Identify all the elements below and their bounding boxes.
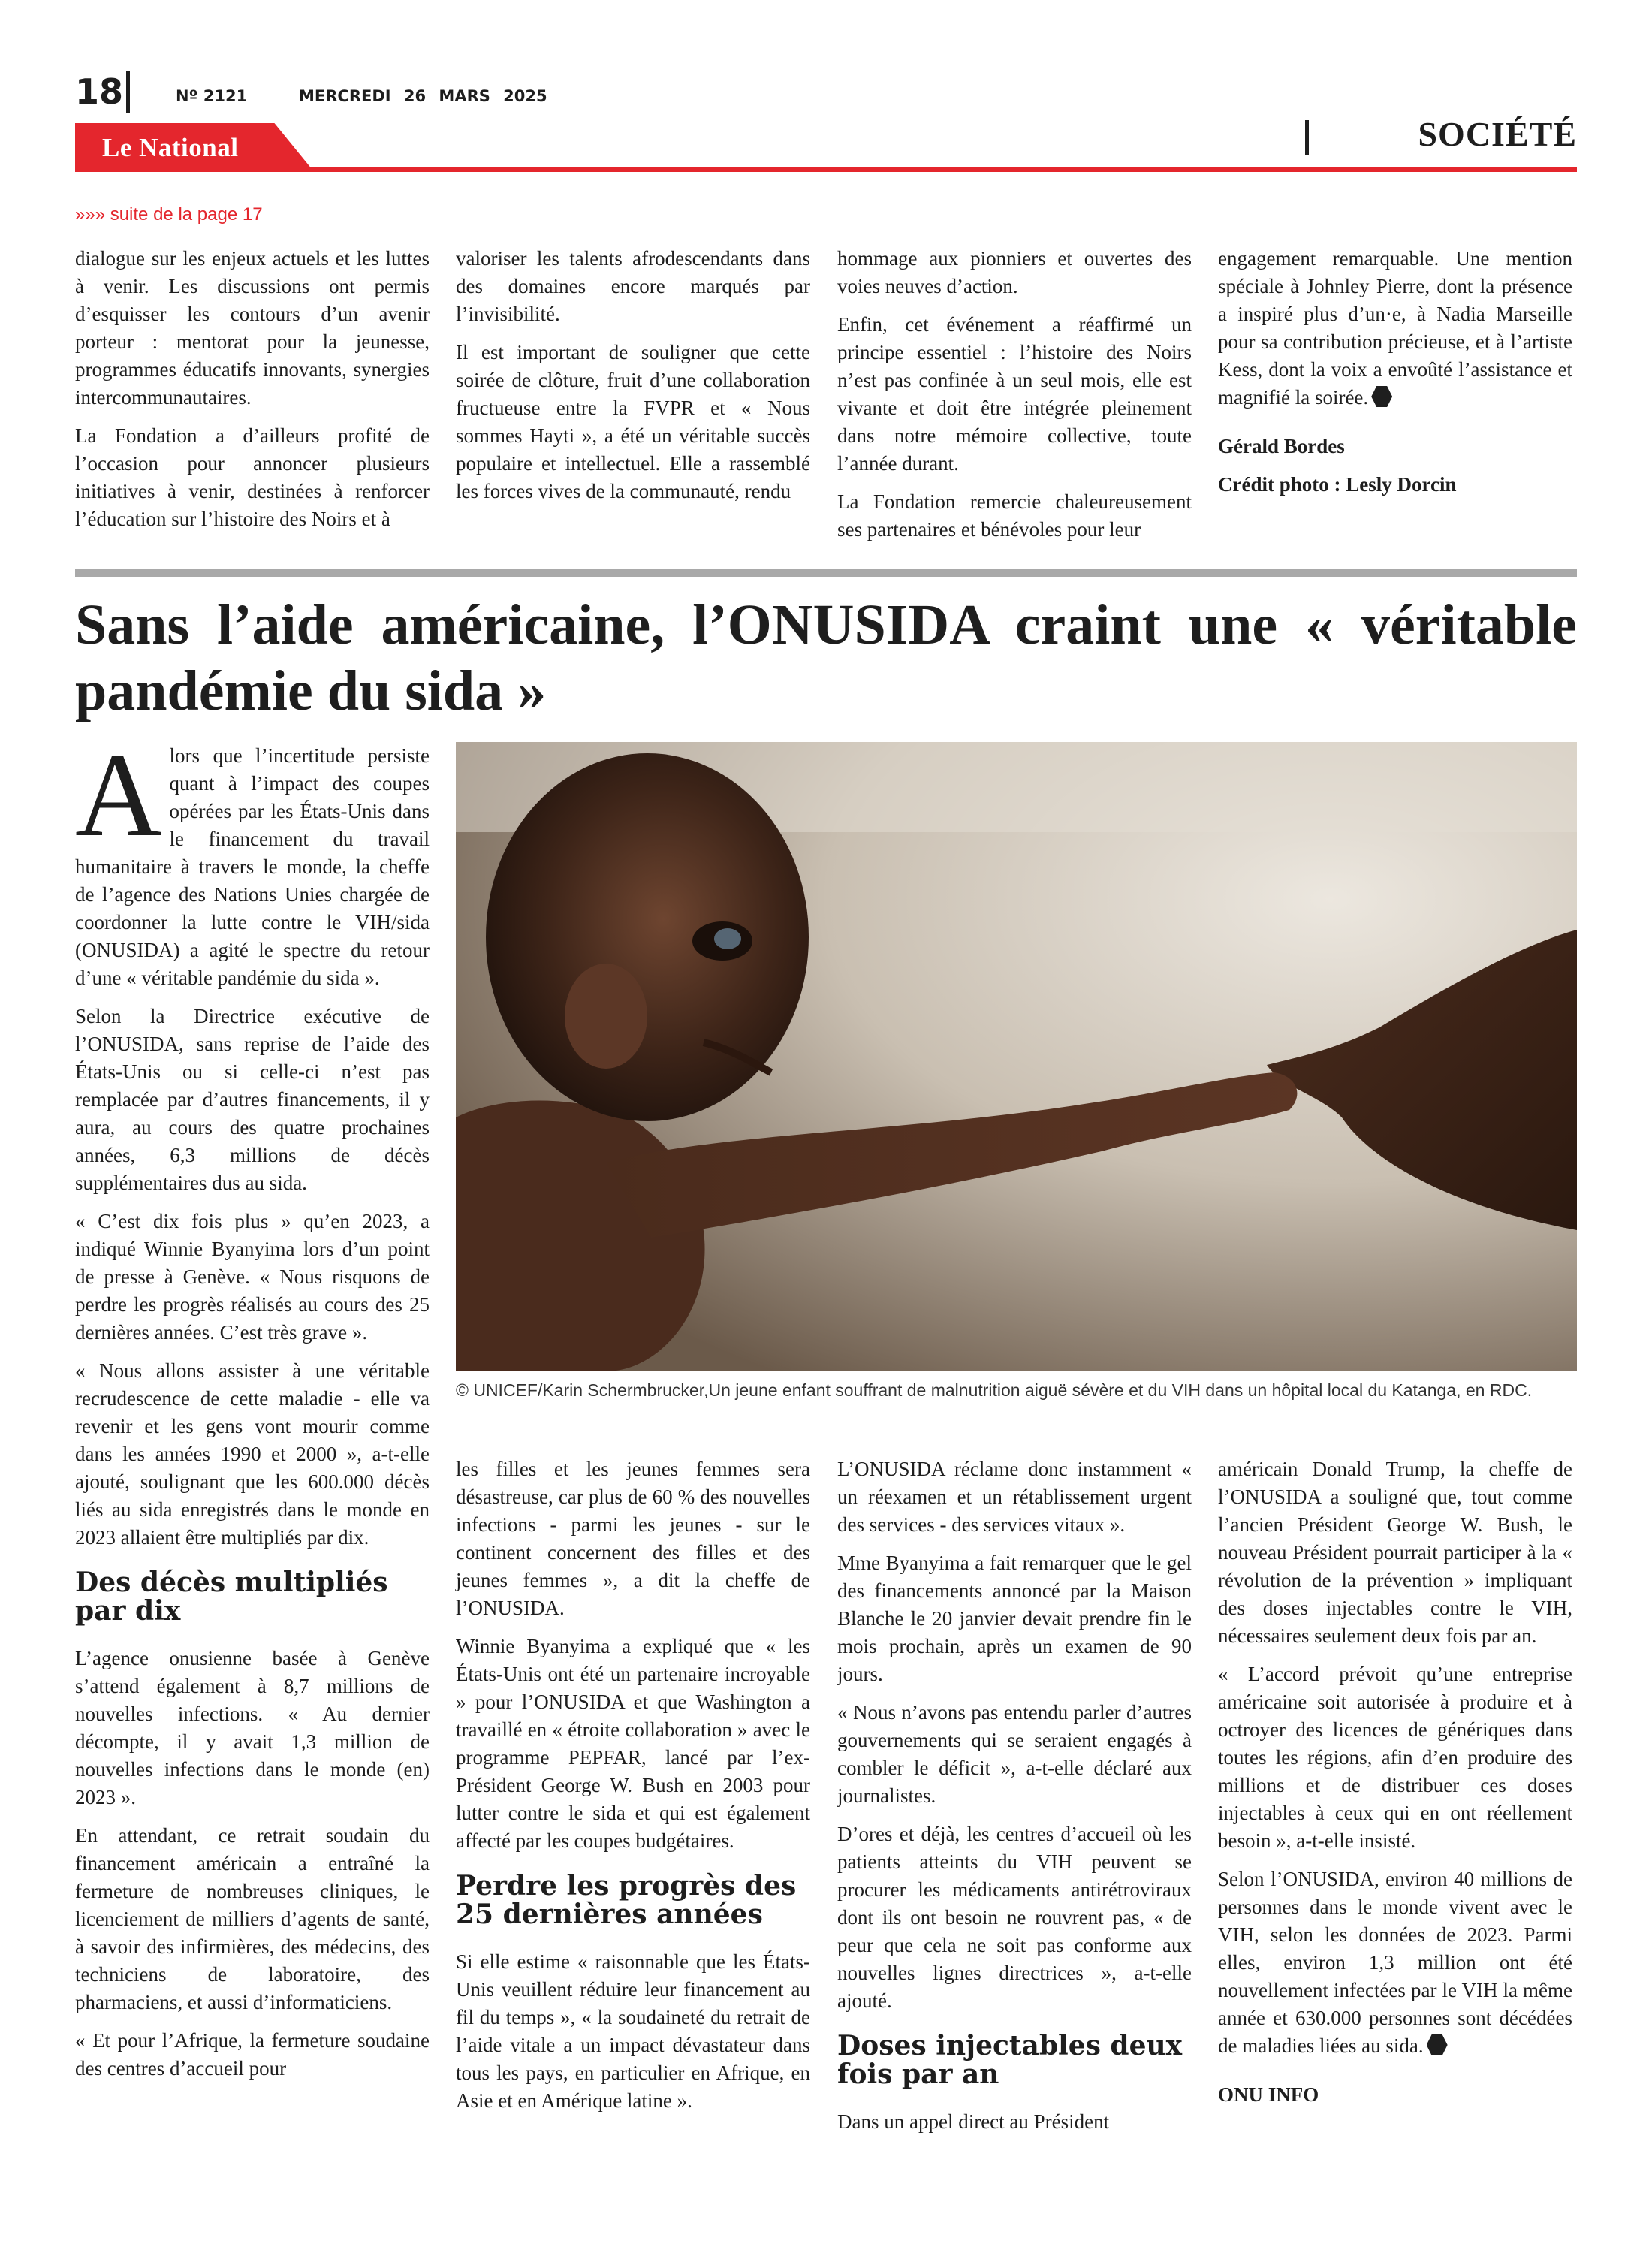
prev-article-column-2 (456, 245, 810, 516)
paragraph: L’ONUSIDA réclame donc instamment « un réexamen et un rétablissement urgent des services - des services vitaux ». (837, 1458, 1192, 1536)
page-number: 18 (75, 71, 124, 112)
paragraph: Dans un appel direct au Président (837, 2110, 1110, 2133)
lead-paragraph (75, 728, 430, 992)
paragraph: hommage aux pionniers et ouvertes des voies neuves d’action. (837, 247, 1192, 297)
lead-text: lors que l’incertitude persiste quant à l’impact des coupes opérées par les États-Unis dans le financement du travail humanitaire à travers le monde, la cheffe de l’agence des Nations Unies chargée de coordonner la lutte contre le VIH/sida (ONUSIDA) a agité le spectre du retour d’une « véritable pandémie du sida ». (75, 744, 430, 989)
article-divider (75, 569, 1577, 577)
header-divider (126, 71, 130, 113)
brand-name: Le National (102, 133, 239, 162)
prev-article-column-3 (837, 245, 1192, 554)
prev-article-column-4 (1218, 245, 1572, 509)
header-rule (75, 167, 1577, 172)
paragraph: Si elle estime « raisonnable que les États-Unis veuillent réduire leur financement au fil du temps », « la soudaineté du retrait de l’aide vitale a un impact dévastateur dans tous les pays, en particulier en Afrique, en Asie et en Amérique latine ». (456, 1950, 810, 2112)
paragraph: Enfin, cet événement a réaffirmé un principe essentiel : l’histoire des Noirs n’est pas confinée à un seul mois, elle est vivante et doit être intégrée pleinement dans notre mémoire collective, toute l’année durant. (837, 313, 1192, 475)
photo-caption: © UNICEF/Karin Schermbrucker,Un jeune enfant souffrant de malnutrition aiguë sévère et du VIH dans un hôpital local du Katanga, en RDC. (456, 1380, 1533, 1400)
article-column-1 (75, 728, 430, 2093)
article-column-2 (456, 1455, 810, 2125)
paragraph (1218, 245, 1572, 412)
section-title: SOCIÉTÉ (1418, 115, 1577, 153)
subheading: Doses injectables deux fois par an (837, 2030, 1183, 2090)
article-photo (456, 742, 1577, 1371)
paragraph: En attendant, ce retrait soudain du financement américain a entraîné la fermeture de nombreuses cliniques, le licenciement de milliers d’agents de santé, à savoir des infirmières, des médecins, des techniciens de laboratoire, des pharmaciens, et aussi d’informaticiens. (75, 1824, 430, 2013)
paragraph: « Et pour l’Afrique, la fermeture soudaine des centres d’accueil pour (75, 2029, 430, 2080)
paragraph: « C’est dix fois plus » qu’en 2023, a indiqué Winnie Byanyima lors d’un point de presse à Genève. « Nous risquons de perdre les progrès réalisés au cours des 25 dernières années. C’est très grave ». (75, 1210, 430, 1344)
paragraph: La Fondation a d’ailleurs profité de l’occasion pour annoncer plusieurs initiatives à venir, destinées à renforcer l’éducation sur l’histoire des Noirs et à (75, 424, 430, 530)
article-headline: Sans l’aide américaine, l’ONUSIDA craint une « véritable pandémie du sida » (75, 593, 1577, 722)
paragraph: Il est important de souligner que cette soirée de clôture, fruit d’une collaboration fructueuse entre la FVPR et « Nous sommes Hayti », a été un véritable succès populaire et intellectuel. Elle a rassemblé les forces vives de la communauté, rendu (456, 341, 810, 502)
article-column-3 (837, 1455, 1192, 2146)
section-divider (1305, 120, 1309, 155)
issue-date: MERCREDI 26 MARS 2025 (299, 87, 547, 105)
photo-credit: Crédit photo : Lesly Dorcin (1218, 473, 1457, 496)
paragraph: Selon la Directrice exécutive de l’ONUSIDA, sans reprise de l’aide des États-Unis ou si celle-ci n’est pas remplacée par d’autres financements, il y aura, au cours des quatre prochaines années, 6,3 millions de décès supplémentaires dus au sida. (75, 1005, 430, 1194)
paragraph: Mme Byanyima a fait remarquer que le gel des financements annoncé par la Maison Blanche le 20 janvier devait prendre fin le mois prochain, après un examen de 90 jours. (837, 1552, 1192, 1685)
paragraph: « L’accord prévoit qu’une entreprise américaine soit autorisée à produire et à octroyer des licences de génériques dans toutes les régions, afin d’en produire des millions et de distribuer ces doses injectables à ceux qui en ont réellement besoin », a-t-elle insisté. (1218, 1663, 1572, 1852)
paragraph: valoriser les talents afrodescendants dans des domaines encore marqués par l’invisibilité. (456, 247, 810, 325)
paragraph: les filles et les jeunes femmes sera désastreuse, car plus de 60 % des nouvelles infections - parmi les jeunes - sur le continent concernent des filles et des jeunes femmes », a dit la cheffe de l’ONUSIDA. (456, 1458, 810, 1619)
paragraph: Winnie Byanyima a expliqué que « les États-Unis ont été un partenaire incroyable » pour l’ONUSIDA et que Washington a travaillé en « étroite collaboration » avec le programme PEPFAR, lancé par l’ex-Président George W. Bush en 2003 pour lutter contre le sida et qui est également affecté par les coupes budgétaires. (456, 1635, 810, 1852)
issue-number: Nº 2121 (176, 87, 248, 105)
drop-cap: A (75, 728, 162, 861)
paragraph: « Nous n’avons pas entendu parler d’autres gouvernements qui se seraient engagés à combler le déficit », a-t-elle déclaré aux journalistes. (837, 1701, 1192, 1807)
article-source: ONU INFO (1218, 2083, 1319, 2106)
paragraph: L’agence onusienne basée à Genève s’attend également à 8,7 millions de nouvelles infections. « Au dernier décompte, il y avait 1,3 million de nouvelles infections dans le monde (en) 2023 ». (75, 1647, 430, 1808)
paragraph: américain Donald Trump, la cheffe de l’ONUSIDA a souligné que, tout comme l’ancien Président George W. Bush, le nouveau Président pourrait participer à la « révolution de la prévention » impliquant des doses injectables contre le VIH, nécessaires seulement deux fois par an. (1218, 1458, 1572, 1647)
article-column-4 (1218, 1455, 1572, 2119)
continued-from[interactable]: »»» suite de la page 17 (75, 204, 263, 225)
hexagon-end-mark-icon (1371, 386, 1392, 407)
paragraph: « Nous allons assister à une véritable recrudescence de cette maladie - elle va revenir et les gens vont mourir comme dans les années 1990 et 2000 », a-t-elle ajouté, soulignant que les 600.000 décès liés au sida enregistrés dans le monde en 2023 allaient être multipliés par dix. (75, 1359, 430, 1549)
paragraph (1218, 1865, 1572, 2060)
paragraph: La Fondation remercie chaleureusement ses partenaires et bénévoles pour leur (837, 490, 1192, 541)
subheading: Perdre les progrès des 25 dernières années (456, 1870, 797, 1930)
paragraph-text: engagement remarquable. Une mention spéciale à Johnley Pierre, dont la présence a inspiré plus d’un·e, à Nadia Marseille pour sa contribution précieuse, et à l’artiste Kess, dont la voix a envoûté l’assistance et magnifié la soirée. (1218, 247, 1572, 409)
subheading: Des décès multipliés par dix (75, 1567, 388, 1627)
prev-article-column-1 (75, 245, 430, 544)
hexagon-end-mark-icon (1427, 2034, 1448, 2055)
paragraph: D’ores et déjà, les centres d’accueil où les patients atteints du VIH peuvent se procurer les médicaments antirétroviraux dont ils ont besoin ne rouvrent pas, « de peur que cela ne soit pas conforme aux nouvelles lignes directrices », a-t-elle ajouté. (837, 1823, 1192, 2012)
author-name: Gérald Bordes (1218, 435, 1345, 457)
paragraph-text: Selon l’ONUSIDA, environ 40 millions de personnes dans le monde vivent avec le VIH, selon les données de 2023. Parmi elles, environ 1,3 million ont été nouvellement infectées par le VIH la même année et 630.000 personnes sont décédées de maladies liées au sida. (1218, 1868, 1572, 2057)
paragraph: dialogue sur les enjeux actuels et les luttes à venir. Les discussions ont permis d’esquisser les contours d’un avenir porteur : mentorat pour la jeunesse, programmes éducatifs innovants, synergies intercommunautaires. (75, 247, 430, 409)
